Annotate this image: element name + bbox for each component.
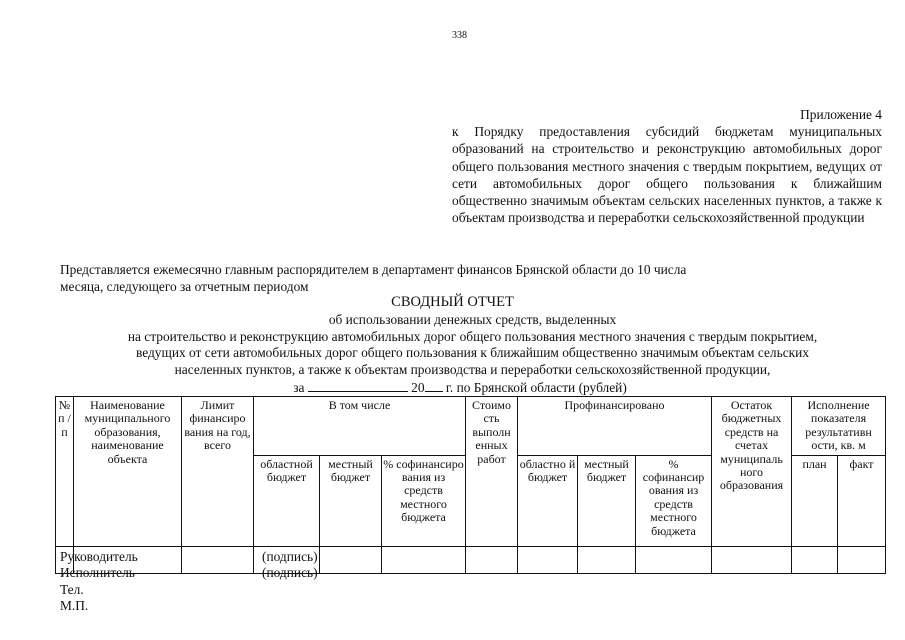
table-cell[interactable]: [792, 546, 838, 573]
report-table: [55, 396, 886, 574]
report-line-2: на строительство и реконструкцию автомобильных дорог общего пользования местного значения с твердым покрытием,: [127, 328, 818, 344]
header-cost: Стоимо сть выполн енных работ: [466, 397, 518, 547]
header-regional-budget: областной бюджет: [254, 455, 320, 546]
signature-fields: [262, 549, 318, 582]
header-indicator: Исполнение показателя результативн ости, кв. м: [792, 397, 886, 456]
table-cell[interactable]: [578, 546, 636, 573]
report-line-1: об использовании денежных средств, выделенных: [328, 312, 617, 327]
header-financed-percent: % софинансир ования из средств местного бюджета: [636, 455, 712, 546]
head-label: Руководитель: [60, 549, 138, 564]
executor-label: Исполнитель: [60, 565, 135, 581]
appendix-text: к Порядку предоставления субсидий бюджетам муниципальных образований на строительство и реконструкцию автомобильных дорог общего пользования местного значения с твердым покрытием, ведущих от сети автомобильных дорог общего пользования к ближайшим общественно значимым объектам сельских населенных пунктов, а также к объектам производства и переработки сельскохозяйственной продукции: [452, 124, 882, 226]
report-subtitle: [40, 312, 905, 378]
appendix-block: [452, 106, 882, 226]
report-title: СВОДНЫЙ ОТЧЕТ: [391, 294, 514, 310]
report-line-3: ведущих от сети автомобильных дорог общего пользования к ближайшим общественно значимым объектам сельских: [135, 345, 810, 361]
executor-signature: (подпись): [262, 565, 318, 581]
table-cell[interactable]: [182, 546, 254, 573]
header-balance: Остаток бюджетных средств на счетах муниципаль ного образования: [712, 397, 792, 547]
period-year-blank: [425, 379, 443, 392]
period-blank: [308, 379, 408, 392]
submission-note: [60, 261, 800, 295]
header-plan: план: [792, 455, 838, 546]
note-line-2: месяца, следующего за отчетным периодом: [60, 279, 309, 294]
period-year: 20: [411, 380, 425, 395]
seal-label: М.П.: [60, 598, 89, 614]
header-financed: Профинансировано: [518, 397, 712, 456]
header-local-budget: местный бюджет: [320, 455, 382, 546]
table-header-row-1: [56, 397, 886, 456]
table-row: [56, 546, 886, 573]
table-cell[interactable]: [382, 546, 466, 573]
report-line-4: населенных пунктов, а также к объектам производства и переработки сельскохозяйственной продукции,: [174, 361, 771, 377]
table-cell[interactable]: [320, 546, 382, 573]
table-cell[interactable]: [636, 546, 712, 573]
note-line-1: Представляется ежемесячно главным распорядителем в департамент финансов Брянской области до 10 числа: [60, 262, 687, 277]
header-financed-regional: областно й бюджет: [518, 455, 578, 546]
page-number: 338: [452, 30, 467, 41]
signature-labels: [60, 549, 138, 615]
header-financed-local: местный бюджет: [578, 455, 636, 546]
table-cell[interactable]: [838, 546, 886, 573]
period-prefix: за: [293, 380, 305, 395]
report-period: [180, 379, 740, 396]
period-suffix: г. по Брянской области (рублей): [445, 380, 627, 395]
head-signature: (подпись): [262, 549, 318, 564]
header-limit: Лимит финансиро вания на год, всего: [182, 397, 254, 547]
header-fact: факт: [838, 455, 886, 546]
table-cell[interactable]: [712, 546, 792, 573]
header-name: Наименование муниципального образования, наименование объекта: [74, 397, 182, 547]
appendix-title: Приложение 4: [800, 107, 882, 122]
table-cell[interactable]: [466, 546, 518, 573]
phone-label: Тел.: [60, 581, 84, 597]
table-cell[interactable]: [518, 546, 578, 573]
header-cofinancing-percent: % софинансиро вания из средств местного бюджета: [382, 455, 466, 546]
header-num: № п / п: [56, 397, 74, 547]
header-including: В том числе: [254, 397, 466, 456]
